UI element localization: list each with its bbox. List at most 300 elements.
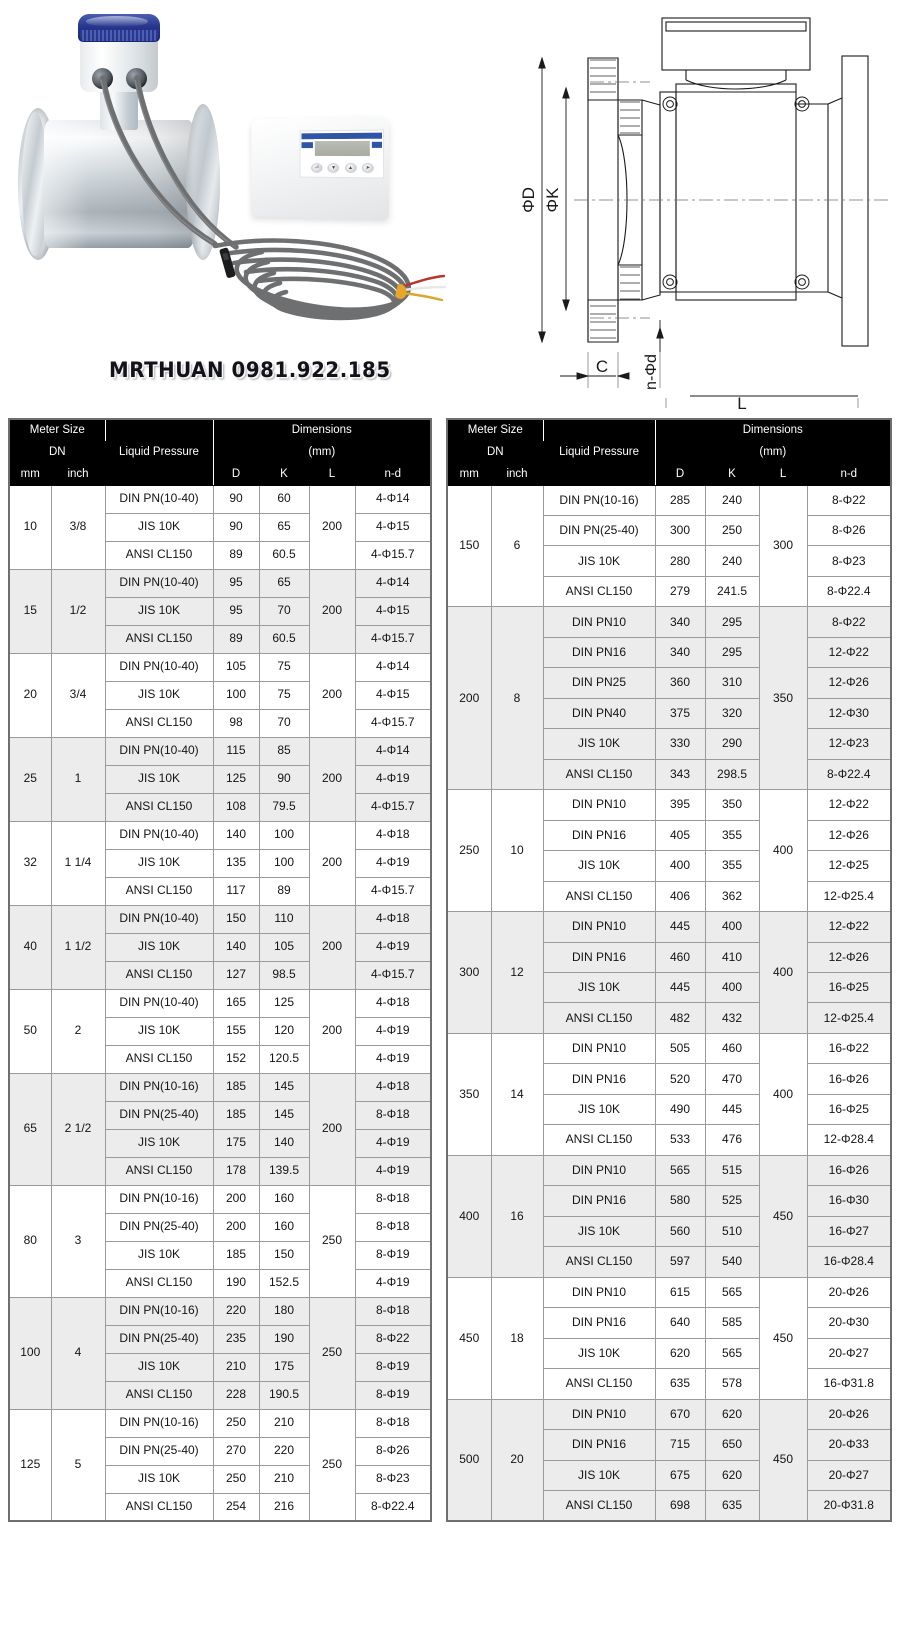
cell-dn-mm: 400: [447, 1155, 491, 1277]
cell-l: 200: [309, 737, 355, 821]
cell-d: 343: [655, 759, 705, 789]
cell-pressure: DIN PN16: [543, 820, 655, 850]
cell-nd: 8-Φ19: [355, 1381, 431, 1409]
th-d: D: [655, 463, 705, 485]
cell-l: 450: [759, 1399, 807, 1521]
cell-pressure: ANSI CL150: [105, 709, 213, 737]
cell-nd: 8-Φ26: [807, 515, 891, 545]
cell-dn-inch: 20: [491, 1399, 543, 1521]
th-liquid-pressure: Liquid Pressure: [105, 419, 213, 485]
cell-pressure: DIN PN(10-40): [105, 989, 213, 1017]
cell-k: 620: [705, 1460, 759, 1490]
th-k: K: [259, 463, 309, 485]
cell-d: 640: [655, 1308, 705, 1338]
cell-nd: 16-Φ26: [807, 1064, 891, 1094]
cell-k: 445: [705, 1094, 759, 1124]
flange-dimension-drawing: [490, 0, 900, 410]
cell-k: 216: [259, 1493, 309, 1521]
cell-k: 470: [705, 1064, 759, 1094]
cell-l: 350: [759, 607, 807, 790]
cell-k: 250: [705, 515, 759, 545]
cell-nd: 12-Φ26: [807, 820, 891, 850]
cell-dn-mm: 25: [9, 737, 51, 821]
cell-k: 180: [259, 1297, 309, 1325]
cell-pressure: ANSI CL150: [543, 1490, 655, 1521]
label-bolt-holes: n-Φd: [643, 354, 660, 390]
cell-pressure: JIS 10K: [105, 681, 213, 709]
cell-d: 505: [655, 1033, 705, 1063]
cell-k: 620: [705, 1399, 759, 1429]
cell-l: 300: [759, 485, 807, 607]
cell-d: 135: [213, 849, 259, 877]
th-meter-size: Meter Size: [9, 419, 105, 441]
cell-dn-mm: 100: [9, 1297, 51, 1409]
cell-k: 139.5: [259, 1157, 309, 1185]
cell-nd: 12-Φ23: [807, 729, 891, 759]
cell-d: 280: [655, 546, 705, 576]
cell-nd: 8-Φ22: [807, 485, 891, 515]
cell-k: 241.5: [705, 576, 759, 606]
cell-k: 100: [259, 849, 309, 877]
cell-k: 140: [259, 1129, 309, 1157]
cell-pressure: DIN PN(10-16): [105, 1409, 213, 1437]
cell-l: 450: [759, 1155, 807, 1277]
cell-d: 100: [213, 681, 259, 709]
cell-pressure: ANSI CL150: [543, 1247, 655, 1277]
cell-dn-inch: 3: [51, 1185, 105, 1297]
cell-k: 98.5: [259, 961, 309, 989]
cell-nd: 8-Φ22.4: [355, 1493, 431, 1521]
cell-nd: 8-Φ19: [355, 1353, 431, 1381]
cell-d: 235: [213, 1325, 259, 1353]
cell-nd: 12-Φ30: [807, 698, 891, 728]
cell-k: 65: [259, 513, 309, 541]
cell-nd: 16-Φ31.8: [807, 1369, 891, 1399]
cell-pressure: ANSI CL150: [543, 759, 655, 789]
cell-k: 515: [705, 1155, 759, 1185]
cell-pressure: DIN PN(25-40): [543, 515, 655, 545]
cell-d: 597: [655, 1247, 705, 1277]
cell-d: 250: [213, 1409, 259, 1437]
cell-dn-inch: 6: [491, 485, 543, 607]
cell-d: 635: [655, 1369, 705, 1399]
electromagnetic-flow-meter-photo: [0, 0, 480, 400]
cell-d: 250: [213, 1465, 259, 1493]
cell-l: 200: [309, 821, 355, 905]
cell-pressure: JIS 10K: [543, 851, 655, 881]
cell-k: 105: [259, 933, 309, 961]
cell-k: 70: [259, 597, 309, 625]
cell-k: 525: [705, 1186, 759, 1216]
cell-pressure: ANSI CL150: [105, 1269, 213, 1297]
cell-d: 285: [655, 485, 705, 515]
cell-dn-inch: 2: [51, 989, 105, 1073]
table-row: [447, 1277, 891, 1307]
cell-d: 698: [655, 1490, 705, 1521]
cell-nd: 4-Φ15.7: [355, 961, 431, 989]
cell-k: 355: [705, 851, 759, 881]
cell-dn-mm: 500: [447, 1399, 491, 1521]
cell-nd: 4-Φ15.7: [355, 625, 431, 653]
cell-nd: 8-Φ22: [807, 607, 891, 637]
cell-pressure: DIN PN(10-16): [543, 485, 655, 515]
cell-d: 90: [213, 513, 259, 541]
cell-d: 152: [213, 1045, 259, 1073]
cell-nd: 12-Φ28.4: [807, 1125, 891, 1155]
table-row: [447, 790, 891, 820]
enter-button[interactable]: ⏎: [311, 163, 323, 173]
cell-dn-mm: 250: [447, 790, 491, 912]
cell-pressure: JIS 10K: [105, 513, 213, 541]
table-row: [447, 607, 891, 637]
cell-nd: 12-Φ26: [807, 668, 891, 698]
cell-dn-mm: 350: [447, 1033, 491, 1155]
cell-k: 75: [259, 681, 309, 709]
cell-dn-mm: 150: [447, 485, 491, 607]
cell-pressure: DIN PN(10-40): [105, 905, 213, 933]
th-nd: n-d: [807, 463, 891, 485]
cell-k: 362: [705, 881, 759, 911]
cell-pressure: DIN PN16: [543, 1430, 655, 1460]
cell-l: 200: [309, 1073, 355, 1185]
cell-d: 675: [655, 1460, 705, 1490]
cell-k: 650: [705, 1430, 759, 1460]
cell-k: 400: [705, 973, 759, 1003]
wire-ends: [395, 276, 445, 300]
cell-pressure: DIN PN(10-40): [105, 653, 213, 681]
cell-k: 65: [259, 569, 309, 597]
cell-nd: 12-Φ22: [807, 790, 891, 820]
cell-d: 520: [655, 1064, 705, 1094]
cell-nd: 8-Φ23: [355, 1465, 431, 1493]
cell-k: 585: [705, 1308, 759, 1338]
cell-k: 350: [705, 790, 759, 820]
cell-d: 115: [213, 737, 259, 765]
table-row: [447, 1399, 891, 1429]
cell-nd: 4-Φ19: [355, 933, 431, 961]
cell-k: 635: [705, 1490, 759, 1521]
cell-pressure: DIN PN10: [543, 912, 655, 942]
cell-d: 330: [655, 729, 705, 759]
cell-l: 400: [759, 912, 807, 1034]
cell-d: 125: [213, 765, 259, 793]
cell-d: 165: [213, 989, 259, 1017]
cell-k: 510: [705, 1216, 759, 1246]
cell-k: 290: [705, 729, 759, 759]
cell-d: 175: [213, 1129, 259, 1157]
cell-k: 125: [259, 989, 309, 1017]
cell-d: 533: [655, 1125, 705, 1155]
cell-nd: 8-Φ22.4: [807, 576, 891, 606]
cell-d: 127: [213, 961, 259, 989]
cell-d: 270: [213, 1437, 259, 1465]
cell-nd: 4-Φ15.7: [355, 793, 431, 821]
cell-k: 578: [705, 1369, 759, 1399]
cell-pressure: DIN PN40: [543, 698, 655, 728]
lcd-display: [313, 139, 372, 158]
cell-pressure: DIN PN10: [543, 1277, 655, 1307]
cell-k: 60.5: [259, 625, 309, 653]
cell-l: 250: [309, 1409, 355, 1521]
cell-dn-inch: 1/2: [51, 569, 105, 653]
cell-nd: 16-Φ25: [807, 1094, 891, 1124]
cell-dn-inch: 3/8: [51, 485, 105, 569]
cell-d: 340: [655, 607, 705, 637]
cell-k: 160: [259, 1185, 309, 1213]
cell-k: 298.5: [705, 759, 759, 789]
cell-d: 360: [655, 668, 705, 698]
table-row: [9, 989, 431, 1017]
cell-dn-mm: 40: [9, 905, 51, 989]
cell-nd: 4-Φ19: [355, 1017, 431, 1045]
cell-pressure: DIN PN(25-40): [105, 1101, 213, 1129]
cell-d: 620: [655, 1338, 705, 1368]
table-row: [9, 485, 431, 513]
cell-nd: 20-Φ27: [807, 1460, 891, 1490]
cell-pressure: JIS 10K: [105, 597, 213, 625]
cell-d: 482: [655, 1003, 705, 1033]
cell-pressure: ANSI CL150: [543, 576, 655, 606]
cell-pressure: ANSI CL150: [105, 1381, 213, 1409]
table-row: [447, 1155, 891, 1185]
cell-d: 580: [655, 1186, 705, 1216]
cell-d: 108: [213, 793, 259, 821]
cell-k: 100: [259, 821, 309, 849]
cell-k: 90: [259, 765, 309, 793]
cell-dn-inch: 1 1/4: [51, 821, 105, 905]
th-unit: (mm): [213, 441, 431, 463]
cell-nd: 20-Φ31.8: [807, 1490, 891, 1521]
cell-dn-inch: 1: [51, 737, 105, 821]
cell-dn-mm: 200: [447, 607, 491, 790]
cell-d: 155: [213, 1017, 259, 1045]
right-button[interactable]: ➤: [362, 163, 374, 173]
cell-d: 400: [655, 851, 705, 881]
cell-d: 560: [655, 1216, 705, 1246]
cell-pressure: JIS 10K: [543, 1460, 655, 1490]
cell-pressure: JIS 10K: [543, 1216, 655, 1246]
cell-dn-inch: 5: [51, 1409, 105, 1521]
cell-pressure: DIN PN(10-40): [105, 485, 213, 513]
down-button[interactable]: ▼: [328, 163, 340, 173]
cell-k: 210: [259, 1409, 309, 1437]
cell-pressure: DIN PN16: [543, 637, 655, 667]
table-head: [9, 419, 431, 485]
cell-dn-mm: 80: [9, 1185, 51, 1297]
cell-nd: 4-Φ14: [355, 569, 431, 597]
cell-k: 120.5: [259, 1045, 309, 1073]
cell-nd: 8-Φ23: [807, 546, 891, 576]
cell-k: 89: [259, 877, 309, 905]
cell-k: 60.5: [259, 541, 309, 569]
cell-k: 460: [705, 1033, 759, 1063]
cell-d: 140: [213, 933, 259, 961]
cell-k: 79.5: [259, 793, 309, 821]
cell-k: 190: [259, 1325, 309, 1353]
cell-d: 565: [655, 1155, 705, 1185]
cell-pressure: ANSI CL150: [105, 877, 213, 905]
cell-d: 95: [213, 569, 259, 597]
cell-dn-inch: 16: [491, 1155, 543, 1277]
cell-nd: 4-Φ18: [355, 821, 431, 849]
cell-dn-inch: 12: [491, 912, 543, 1034]
cell-pressure: DIN PN10: [543, 1155, 655, 1185]
cell-nd: 4-Φ15: [355, 597, 431, 625]
cell-pressure: JIS 10K: [105, 1353, 213, 1381]
table-row: [9, 737, 431, 765]
cell-nd: 8-Φ18: [355, 1213, 431, 1241]
cell-k: 85: [259, 737, 309, 765]
cell-pressure: DIN PN(10-40): [105, 821, 213, 849]
cell-pressure: JIS 10K: [543, 1094, 655, 1124]
cell-dn-mm: 300: [447, 912, 491, 1034]
cell-nd: 20-Φ26: [807, 1277, 891, 1307]
th-l: L: [759, 463, 807, 485]
cell-d: 279: [655, 576, 705, 606]
table-head: [447, 419, 891, 485]
cell-nd: 4-Φ15.7: [355, 877, 431, 905]
cell-l: 250: [309, 1297, 355, 1409]
converter-keypad: [311, 162, 374, 174]
cell-k: 60: [259, 485, 309, 513]
cell-d: 445: [655, 912, 705, 942]
cell-dn-mm: 20: [9, 653, 51, 737]
cell-pressure: DIN PN16: [543, 1186, 655, 1216]
cell-l: 200: [309, 653, 355, 737]
cell-k: 476: [705, 1125, 759, 1155]
cell-pressure: DIN PN(25-40): [105, 1325, 213, 1353]
cell-l: 200: [309, 569, 355, 653]
cell-pressure: DIN PN(10-16): [105, 1073, 213, 1101]
cell-nd: 12-Φ22: [807, 912, 891, 942]
cell-dn-inch: 3/4: [51, 653, 105, 737]
cell-nd: 12-Φ25: [807, 851, 891, 881]
cell-nd: 16-Φ28.4: [807, 1247, 891, 1277]
cell-dn-inch: 1 1/2: [51, 905, 105, 989]
cell-k: 410: [705, 942, 759, 972]
cell-pressure: DIN PN(25-40): [105, 1213, 213, 1241]
cell-pressure: DIN PN(10-16): [105, 1297, 213, 1325]
cell-d: 615: [655, 1277, 705, 1307]
cell-nd: 20-Φ33: [807, 1430, 891, 1460]
th-k: K: [705, 463, 759, 485]
cell-k: 240: [705, 485, 759, 515]
cell-k: 540: [705, 1247, 759, 1277]
cell-nd: 4-Φ18: [355, 905, 431, 933]
table-row: [9, 1073, 431, 1101]
cell-d: 190: [213, 1269, 259, 1297]
cell-pressure: ANSI CL150: [543, 881, 655, 911]
cell-l: 200: [309, 905, 355, 989]
cell-d: 185: [213, 1241, 259, 1269]
table-row: [9, 653, 431, 681]
th-dn: DN: [9, 441, 105, 463]
cell-nd: 4-Φ15: [355, 513, 431, 541]
up-button[interactable]: ▲: [345, 163, 357, 173]
cell-d: 210: [213, 1353, 259, 1381]
cell-d: 90: [213, 485, 259, 513]
cell-l: 400: [759, 1033, 807, 1155]
cell-pressure: JIS 10K: [543, 1338, 655, 1368]
cell-k: 110: [259, 905, 309, 933]
cell-l: 200: [309, 989, 355, 1073]
th-d: D: [213, 463, 259, 485]
cell-pressure: JIS 10K: [543, 729, 655, 759]
table-row: [9, 1297, 431, 1325]
cell-nd: 16-Φ25: [807, 973, 891, 1003]
cell-d: 670: [655, 1399, 705, 1429]
th-dimensions: Dimensions: [655, 419, 891, 441]
cell-nd: 20-Φ26: [807, 1399, 891, 1429]
cell-d: 220: [213, 1297, 259, 1325]
th-inch: inch: [51, 463, 105, 485]
imagery-area: [0, 0, 900, 410]
label-flange-thickness: C: [595, 357, 609, 376]
cell-nd: 4-Φ19: [355, 1157, 431, 1185]
label-outer-diameter: ΦD: [519, 187, 538, 213]
cell-pressure: ANSI CL150: [105, 1045, 213, 1073]
cell-nd: 4-Φ14: [355, 737, 431, 765]
cell-nd: 4-Φ15.7: [355, 541, 431, 569]
cell-pressure: ANSI CL150: [543, 1369, 655, 1399]
cell-k: 310: [705, 668, 759, 698]
cell-nd: 4-Φ19: [355, 1045, 431, 1073]
cell-d: 185: [213, 1101, 259, 1129]
cell-d: 490: [655, 1094, 705, 1124]
cell-nd: 4-Φ19: [355, 1129, 431, 1157]
cell-d: 140: [213, 821, 259, 849]
cell-k: 70: [259, 709, 309, 737]
cell-dn-mm: 10: [9, 485, 51, 569]
cell-pressure: JIS 10K: [105, 1465, 213, 1493]
cell-d: 715: [655, 1430, 705, 1460]
cell-pressure: ANSI CL150: [105, 541, 213, 569]
cell-pressure: ANSI CL150: [105, 625, 213, 653]
table-row: [9, 821, 431, 849]
cell-pressure: JIS 10K: [105, 1241, 213, 1269]
cell-k: 190.5: [259, 1381, 309, 1409]
cell-d: 340: [655, 637, 705, 667]
cell-pressure: DIN PN(10-40): [105, 569, 213, 597]
cell-pressure: DIN PN16: [543, 1064, 655, 1094]
cell-l: 200: [309, 485, 355, 569]
cell-k: 150: [259, 1241, 309, 1269]
cell-dn-inch: 10: [491, 790, 543, 912]
cell-l: 450: [759, 1277, 807, 1399]
cell-d: 89: [213, 625, 259, 653]
th-nd: n-d: [355, 463, 431, 485]
cell-k: 432: [705, 1003, 759, 1033]
cell-d: 300: [655, 515, 705, 545]
cell-nd: 16-Φ30: [807, 1186, 891, 1216]
cell-nd: 4-Φ19: [355, 849, 431, 877]
th-inch: inch: [491, 463, 543, 485]
cell-dn-mm: 450: [447, 1277, 491, 1399]
table-row: [447, 1033, 891, 1063]
table-row: [9, 569, 431, 597]
cell-nd: 8-Φ18: [355, 1409, 431, 1437]
cell-k: 120: [259, 1017, 309, 1045]
cell-nd: 8-Φ18: [355, 1101, 431, 1129]
cell-nd: 20-Φ30: [807, 1308, 891, 1338]
cell-dn-inch: 2 1/2: [51, 1073, 105, 1185]
th-unit: (mm): [655, 441, 891, 463]
cell-nd: 12-Φ26: [807, 942, 891, 972]
table-row: [9, 905, 431, 933]
cell-nd: 4-Φ19: [355, 765, 431, 793]
th-mm: mm: [9, 463, 51, 485]
cell-pressure: JIS 10K: [105, 765, 213, 793]
